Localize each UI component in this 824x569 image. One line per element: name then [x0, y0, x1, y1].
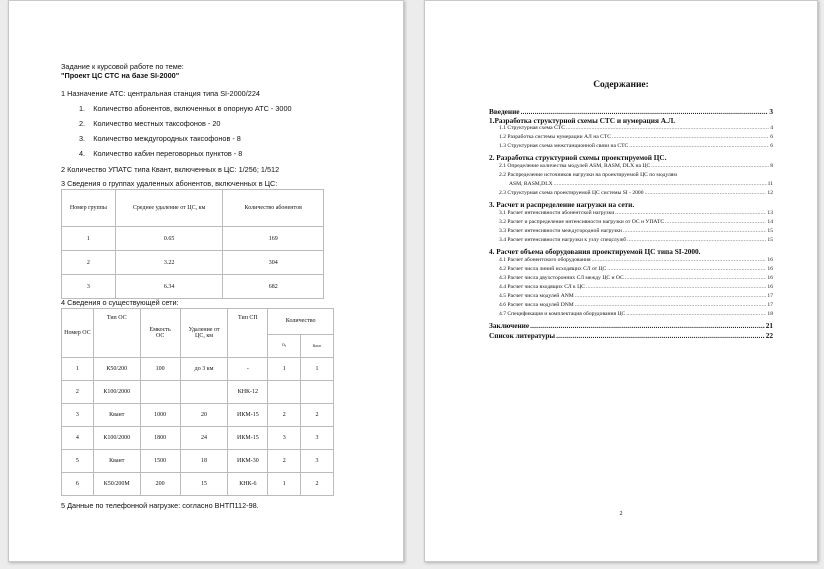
toc-page-number: 4 — [770, 125, 773, 131]
table-cell: 3 — [62, 275, 116, 299]
list-item — [79, 119, 220, 128]
toc-leader-dots — [615, 210, 766, 216]
table-header-cell: Удаление от ЦС, км — [180, 309, 228, 358]
table-cell: 1800 — [140, 427, 180, 450]
toc-entry — [499, 266, 773, 272]
table-cell: 682 — [223, 275, 324, 299]
table-row — [62, 358, 334, 381]
toc-entry — [499, 134, 773, 140]
table-cell: 2 — [62, 381, 94, 404]
toc-entry-text: 1.2 Разработка системы нумерации АЛ на СТС — [499, 134, 611, 140]
toc-entry — [499, 228, 773, 234]
toc-entry-text: 4.5 Расчет числа модулей ANM — [499, 293, 574, 299]
table-cell: 100 — [140, 358, 180, 381]
table-cell: 200 — [140, 473, 180, 496]
toc-page-number: 16 — [767, 257, 773, 263]
table-cell: 0.65 — [115, 227, 223, 251]
table-cell: Квант — [93, 450, 140, 473]
table-cell: 6.34 — [115, 275, 223, 299]
toc-leader-dots — [530, 321, 765, 330]
table-cell: К50/200 — [93, 358, 140, 381]
toc-entry-text: Список литературы — [489, 331, 556, 340]
table-header-cell: Тип ОС — [93, 309, 140, 358]
table-header-cell: Количество абонентов — [223, 190, 324, 227]
section-4: 4 Сведения о существующей сети: — [61, 298, 179, 307]
table-cell: 18 — [180, 450, 228, 473]
table-cell: 1 — [268, 358, 301, 381]
table-cell: 2 — [301, 473, 334, 496]
table-cell: 304 — [223, 251, 324, 275]
toc-leader-dots — [627, 237, 766, 243]
table-header-row — [62, 190, 324, 227]
toc-entry-text: 3.1 Расчет интенсивности абонентской нагрузки — [499, 210, 615, 216]
toc-entry-text: 3.3 Расчет интенсивности междугородной нагрузки — [499, 228, 622, 234]
table-cell: КНК-6 — [228, 473, 268, 496]
toc-page-number: 18 — [767, 311, 773, 317]
contents-title: Содержание: — [593, 80, 649, 90]
toc-entry-text: 2.2 Распределение источников нагрузки на проектируемой ЦС по модулям — [499, 172, 677, 178]
table-cell: 4 — [62, 427, 94, 450]
table-row — [62, 473, 334, 496]
table-cell: 1500 — [140, 450, 180, 473]
table-cell: 24 — [180, 427, 228, 450]
toc-leader-dots — [592, 257, 767, 263]
table-cell: ИКМ-15 — [228, 427, 268, 450]
section-3: 3 Сведения о группах удаленных абонентов, включенных в ЦС: — [61, 179, 278, 188]
toc-entry-text: 3.2 Расчет и распределение интенсивности нагрузки от ОС и УПАТС — [499, 219, 665, 225]
table-cell: 169 — [223, 227, 324, 251]
toc-entry-text: 3. Расчет и распределение нагрузки на сети. — [489, 200, 635, 209]
toc-heading — [489, 116, 773, 125]
toc-entry — [499, 237, 773, 243]
table-cell: 2 — [268, 450, 301, 473]
toc-entry — [499, 190, 773, 196]
toc-page-number: 21 — [765, 321, 773, 330]
list-item-number: 1. — [79, 104, 86, 113]
table-cell: 1 — [301, 358, 334, 381]
task-name: "Проект ЦС СТС на базе SI-2000" — [61, 71, 180, 80]
list-item-number: 2. — [79, 119, 86, 128]
toc-page-number: 17 — [767, 293, 773, 299]
table-cell: 2 — [268, 404, 301, 427]
table-cell: КНК-12 — [228, 381, 268, 404]
toc-page-number: 15 — [767, 228, 773, 234]
toc-leader-dots — [629, 143, 769, 149]
toc-page-number: 8 — [770, 163, 773, 169]
table-cell: 3 — [301, 427, 334, 450]
document-page-task — [8, 0, 404, 562]
table-cell: 1000 — [140, 404, 180, 427]
table-header-cell: Среднее удаление от ЦС, км — [115, 190, 223, 227]
toc-page-number: 17 — [767, 302, 773, 308]
toc-page-number: 14 — [767, 219, 773, 225]
toc-heading — [489, 200, 773, 209]
toc-entry — [499, 125, 773, 131]
toc-entry — [499, 163, 773, 169]
toc-leader-dots — [566, 125, 769, 131]
table-cell: К100/2000 — [93, 381, 140, 404]
toc-entry — [499, 210, 773, 216]
toc-entry-text: 2. Разработка структурной схемы проектируемой ЦС. — [489, 153, 667, 162]
toc-entry — [499, 275, 773, 281]
table-row — [62, 251, 324, 275]
table-row — [62, 404, 334, 427]
toc-heading — [489, 321, 773, 330]
list-item-text: Количество междугородных таксофонов - 8 — [93, 134, 241, 143]
table-cell: ИКМ-15 — [228, 404, 268, 427]
list-item-text: Количество кабин переговорных пунктов - 8 — [93, 149, 243, 158]
toc-entry — [499, 143, 773, 149]
toc-page-number: 22 — [765, 331, 773, 340]
table-cell: 1 — [268, 473, 301, 496]
toc-entry-text: 4.7 Спецификация и комплектация оборудования ЦС — [499, 311, 626, 317]
toc-entry-text: Введение — [489, 107, 520, 116]
table-cell: 1 — [62, 227, 116, 251]
toc-entry-text: 3.4 Расчет интенсивности нагрузки к узлу спецслужб — [499, 237, 627, 243]
toc-entry — [499, 172, 773, 178]
page-number: 2 — [619, 511, 623, 517]
toc-page-number: 16 — [767, 284, 773, 290]
toc-entry-text: ASM, RASM,DLX — [509, 181, 553, 187]
section-1: 1 Назначение АТС: центральная станция типа SI-2000/224 — [61, 89, 260, 98]
toc-heading — [489, 331, 773, 340]
table-cell: до 3 км — [180, 358, 228, 381]
toc-leader-dots — [575, 293, 767, 299]
table-cell: 3.22 — [115, 251, 223, 275]
table-cell: К50/200М — [93, 473, 140, 496]
table-header-cell: Номер группы — [62, 190, 116, 227]
list-item-text: Количество местных таксофонов - 20 — [93, 119, 221, 128]
toc-entry — [499, 284, 773, 290]
toc-page-number: 15 — [767, 237, 773, 243]
document-page-contents — [424, 0, 818, 562]
toc-entry — [499, 219, 773, 225]
table-cell: 2 — [62, 251, 116, 275]
table-cell — [140, 381, 180, 404]
table-cell — [268, 381, 301, 404]
table-row — [62, 227, 324, 251]
toc-entry-text: 4. Расчет объема оборудования проектируемой ЦС типа SI-2000. — [489, 247, 701, 256]
toc-entry — [509, 181, 773, 187]
toc-entry-text: 2.1 Определение количества модулей ASM, RASM, DLX на ЦС — [499, 163, 651, 169]
table-cell: 1 — [62, 358, 94, 381]
toc-leader-dots — [626, 311, 766, 317]
toc-leader-dots — [607, 266, 766, 272]
toc-leader-dots — [586, 284, 767, 290]
existing-network-table — [61, 308, 334, 496]
table-header-cell: nₐ — [268, 334, 301, 357]
toc-page-number: 16 — [767, 266, 773, 272]
table-cell: 20 — [180, 404, 228, 427]
toc-page-number: 16 — [767, 275, 773, 281]
table-cell: 6 — [62, 473, 94, 496]
toc-leader-dots — [665, 219, 766, 225]
list-item — [79, 104, 292, 113]
table-cell: Квант — [93, 404, 140, 427]
toc-entry-text: 4.1 Расчет абонентского оборудования — [499, 257, 591, 263]
section-5: 5 Данные по телефонной нагрузке: согласно ВНТП112-98. — [61, 501, 259, 510]
toc-heading — [489, 107, 773, 116]
list-item — [79, 149, 242, 158]
section-2: 2 Количество УПАТС типа Квант, включенных в ЦС: 1/256; 1/512 — [61, 165, 280, 174]
list-item-number: 3. — [79, 134, 86, 143]
table-row — [62, 450, 334, 473]
toc-leader-dots — [521, 107, 769, 116]
toc-entry-text: 4.4 Расчет числа входящих СЛ к ЦС — [499, 284, 585, 290]
toc-entry-text: 4.3 Расчет числа двухсторонних СЛ между ЦС и ОС — [499, 275, 624, 281]
toc-entry — [499, 293, 773, 299]
table-cell — [180, 381, 228, 404]
table-row — [62, 427, 334, 450]
remote-groups-table — [61, 189, 324, 299]
table-header-cell: Номер ОС — [62, 309, 94, 358]
table-cell: 3 — [301, 450, 334, 473]
table-row — [62, 381, 334, 404]
table-cell: 15 — [180, 473, 228, 496]
toc-leader-dots — [612, 134, 769, 140]
toc-leader-dots — [556, 331, 765, 340]
toc-entry-text: 1.1 Структурная схема СТС — [499, 125, 565, 131]
table-header-row — [62, 309, 334, 335]
toc-entry-text: Заключение — [489, 321, 530, 330]
toc-entry-text: 2.3 Структурная схема проектируемой ЦС системы SI - 2000 — [499, 190, 644, 196]
toc-leader-dots — [645, 190, 767, 196]
toc-page-number: 13 — [767, 210, 773, 216]
table-cell: 2 — [301, 404, 334, 427]
table-cell: 3 — [62, 404, 94, 427]
toc-leader-dots — [625, 275, 767, 281]
toc-page-number: 11 — [767, 181, 773, 187]
table-cell: К100/2000 — [93, 427, 140, 450]
list-item-text: Количество абонентов, включенных в опорную АТС - 3000 — [93, 104, 292, 113]
toc-entry — [499, 302, 773, 308]
table-header-cell: Количество — [268, 309, 334, 335]
toc-page-number: 3 — [769, 107, 773, 116]
list-item-number: 4. — [79, 149, 86, 158]
toc-leader-dots — [554, 181, 767, 187]
toc-page-number: 12 — [767, 190, 773, 196]
toc-entry — [499, 311, 773, 317]
toc-page-number: 6 — [770, 143, 773, 149]
table-cell — [301, 381, 334, 404]
toc-page-number: 6 — [770, 134, 773, 140]
toc-heading — [489, 247, 773, 256]
toc-entry-text: 4.6 Расчет числа модулей DNM — [499, 302, 574, 308]
table-header-cell: nₘₘ — [301, 334, 334, 357]
toc-leader-dots — [623, 228, 766, 234]
table-cell: 3 — [268, 427, 301, 450]
toc-entry-text: 4.2 Расчет числа линий исходящих СЛ от ЦС — [499, 266, 607, 272]
toc-entry-text: 1.3 Структурная схема межстанционной связи на СТС — [499, 143, 629, 149]
list-item — [79, 134, 241, 143]
toc-leader-dots — [651, 163, 769, 169]
table-header-cell: Тип СП — [228, 309, 268, 358]
table-cell: 5 — [62, 450, 94, 473]
table-row — [62, 275, 324, 299]
table-cell: ИКМ-30 — [228, 450, 268, 473]
toc-heading — [489, 153, 773, 162]
table-header-cell: Емкость ОС — [140, 309, 180, 358]
toc-entry — [499, 257, 773, 263]
task-title: Задание к курсовой работе по теме: — [61, 62, 184, 71]
toc-leader-dots — [575, 302, 767, 308]
toc-entry-text: 1.Разработка структурной схемы СТС и нумерация А.Л. — [489, 116, 676, 125]
table-cell: - — [228, 358, 268, 381]
